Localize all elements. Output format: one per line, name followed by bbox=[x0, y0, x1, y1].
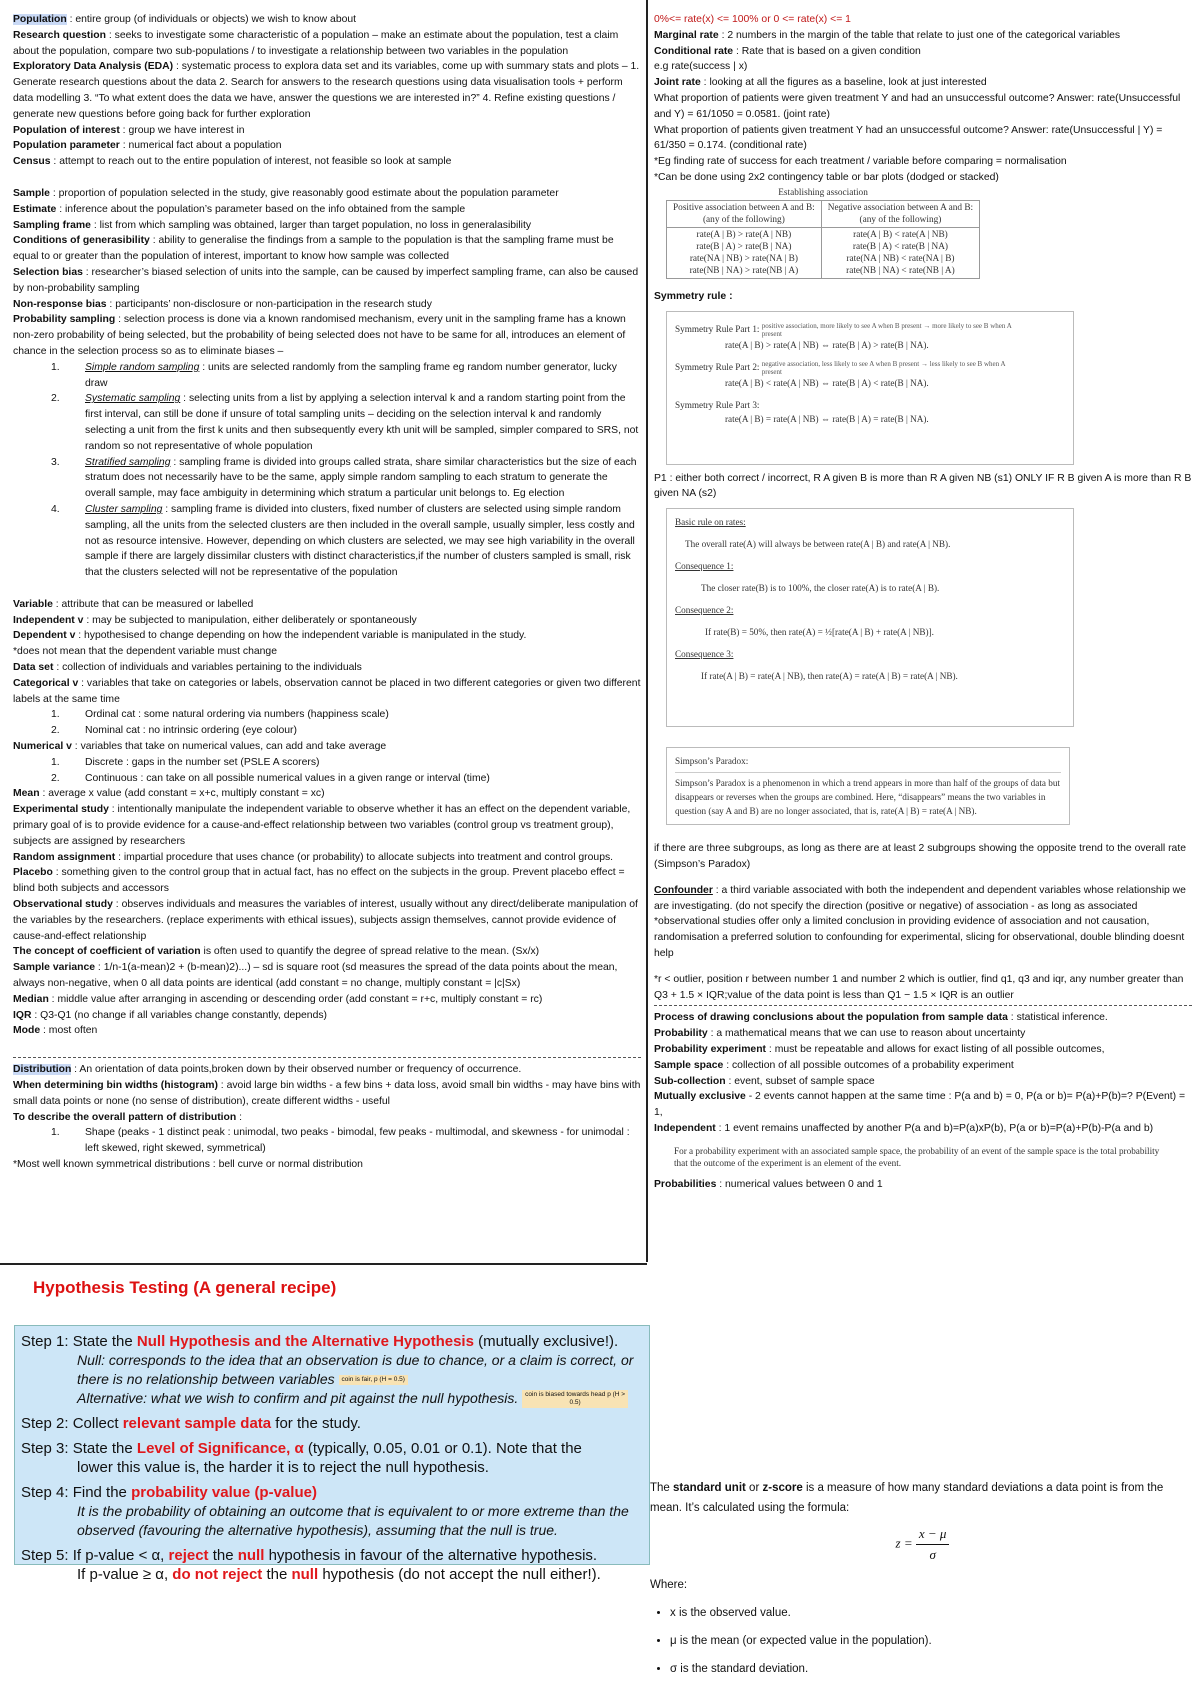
definition-item: Probability sampling : selection process is done via a known randomised mechanism, every unit in the sampling frame has a known non-zero probability of being selected, but the probability of being selected does not have to be same for all, introduces an element of chance in the selection process so as to eliminate biases – bbox=[13, 314, 626, 357]
probabilities-definition: Probabilities : numerical values between 0 and 1 bbox=[654, 1178, 883, 1190]
definition-item: Mean : average x value (add constant = x+c, multiply constant = xc) bbox=[13, 788, 325, 800]
alternative-example-tag: coin is biased towards head p (H > 0.5) bbox=[522, 1390, 628, 1408]
definition-item: The concept of coefficient of variation is often used to quantify the degree of spread relative to the mean. (Sx/x) bbox=[13, 946, 540, 958]
definition-item: Non-response bias : participants’ non-disclosure or non-participation in the research study bbox=[13, 298, 432, 310]
definition-item: Census : attempt to reach out to the entire population of interest, not feasible so look at sample bbox=[13, 156, 452, 168]
definition-item: Observational study : observes individuals and measures the variables of interest, usually without any direct/deliberate manipulation of the variables by the researchers. (replace experiments with ethical issues), subjects assign themselves, cannot provide evidence of cause-and-effect relationship bbox=[13, 899, 638, 942]
list-item: 1. Simple random sampling : units are selected randomly from the sampling frame eg random number generator, lucky draw bbox=[51, 361, 617, 389]
list-item: 1. Shape (peaks - 1 distinct peak : unimodal, two peaks - bimodal, few peaks - multimodal, and skewness - for unimodal : left skewed, right skewed, symmetrical) bbox=[51, 1127, 630, 1155]
definition-item: Population : entire group (of individuals or objects) we wish to know about bbox=[13, 14, 357, 25]
definition-item: Independent : 1 event remains unaffected by another P(a and b)=P(a)xP(b), P(a or b)=P(a)+P(b)-P(a and b) bbox=[654, 1122, 1154, 1134]
negative-association-conditions: rate(A | B) < rate(A | NB) rate(B | A) < rate(B | NA) rate(NA | NB) < rate(NA | B) rate(NB | NA) < rate(NB | A) bbox=[821, 227, 979, 278]
intro-definitions bbox=[13, 12, 641, 170]
positive-association-header: Positive association between A and B: (any of the following) bbox=[667, 200, 822, 227]
definition-item: Research question : seeks to investigate some characteristic of a population – make an estimate about the population, test a claim about the population, compare two sub-populations / to investigate a relationship between two variables in the population bbox=[13, 29, 619, 57]
list-item: 1. Ordinal cat : some natural ordering via numbers (happiness scale) bbox=[51, 709, 389, 721]
definition-item: Marginal rate : 2 numbers in the margin of the table that relate to just one of the categorical variables bbox=[654, 29, 1121, 41]
basic-rule-box: Basic rule on rates: The overall rate(A) will always be between rate(A | B) and rate(A | NB). Consequence 1: The closer rate(B) is to 100%, the closer rate(A) is to rate(A | B). Consequence 2: If rate(B) = 50%, then rate(A) = ½[rate(A | B) + rate(A | NB)]. Consequence 3: If rate(A | B) = rate(A | NB), then rate(A) = rate(A | B) = rate(A | NB). bbox=[666, 508, 1074, 727]
definition-item: Selection bias : researcher’s biased selection of units into the sample, can be caused by imperfect sampling frame, can also be caused by non-probability sampling bbox=[13, 266, 639, 294]
definition-item: Mutually exclusive - 2 events cannot happen at the same time : P(a and b) = 0, P(a or b)= P(a)+P(b)=? P(Event) = 1, bbox=[654, 1091, 1186, 1119]
definition-item: Sample variance : 1/n-1(a-mean)2 + (b-mean)2)...) – sd is square root (sd measures the spread of the data points about the mean, always non-negative, when 0 all data points are identical (add constant = no change, multiply constant = |c|Sx) bbox=[13, 962, 618, 990]
probability-definitions bbox=[654, 1010, 1192, 1136]
positive-association-conditions: rate(A | B) > rate(A | NB) rate(B | A) > rate(B | NA) rate(NA | NB) > rate(NA | B) rate(NB | NA) > rate(NB | A) bbox=[667, 227, 822, 278]
categorical-types-list bbox=[13, 707, 641, 739]
left-column bbox=[13, 12, 641, 1173]
null-hypothesis-text: Null: corresponds to the idea that an observation is due to chance, or a claim is correct, or there is no relationship between variables coin is fair, p (H = 0.5) bbox=[77, 1352, 634, 1387]
confounder-definition: Confounder : a third variable associated with both the independent and dependent variables whose relationship we are investigating. (do not specify the direction (positive or negative) of association - as long as associated bbox=[654, 884, 1186, 912]
list-item: 2. Nominal cat : no intrinsic ordering (eye colour) bbox=[51, 725, 297, 737]
definition-item: Process of drawing conclusions about the population from sample data : statistical inference. bbox=[654, 1012, 1108, 1024]
definition-item: Sample : proportion of population selected in the study, give reasonably good estimate about the population parameter bbox=[13, 187, 559, 199]
list-item: 3. Stratified sampling : sampling frame is divided into groups called strata, share similar characteristics but the size of each stratum does not necessarily have to be the same, apply simple random sampling to each stratum to generate the overall sample, may face ambiguity in determining which stratum a particular unit belongs to. Eg election bbox=[51, 456, 637, 500]
hypothesis-box bbox=[14, 1325, 650, 1584]
distribution-pattern-list bbox=[13, 1125, 641, 1157]
definition-item: Sample space : collection of all possible outcomes of a probability experiment bbox=[654, 1059, 1014, 1071]
definition-item: Median : middle value after arranging in ascending or descending order (add constant = r+c, multiply constant = rc) bbox=[13, 993, 543, 1005]
where-label: Where: bbox=[650, 1579, 688, 1591]
symmetry-part-3: Symmetry Rule Part 3: rate(A | B) = rate(A | NB) ⇔ rate(B | A) = rate(B | NA). bbox=[675, 399, 929, 424]
numerical-types-list bbox=[13, 755, 641, 787]
z-score-formula: z = $\frac{x - \mu}{\sigma}$ bbox=[650, 1524, 1195, 1565]
definition-item: IQR : Q3-Q1 (no change if all variables change constantly, depends) bbox=[13, 1009, 328, 1021]
bin-width-definition: When determining bin widths (histogram) : avoid large bin widths - a few bins + data loss, avoid small bin widths - may have bins with small data points or none (no sense of distribution), create different widths - useful bbox=[13, 1080, 641, 1107]
definition-item: Estimate : inference about the population’s parameter based on the info obtained from the sample bbox=[13, 203, 466, 215]
distribution-footnote: *Most well known symmetrical distributions : bell curve or normal distribution bbox=[13, 1158, 363, 1170]
definition-item: e.g rate(success | x) bbox=[654, 61, 748, 73]
definition-item: Exploratory Data Analysis (EDA) : systematic process to explora data set and its variables, come up with summary stats and plots – 1. Generate research questions about the data 2. Search for answers to the research questions using data visualisation tools + perform data modelling 3. “To what extent does the data we have, answer the questions we are interested in?” 4. Refine existing questions / generate new questions before going back for further exploration bbox=[13, 61, 640, 120]
association-table-title: Establishing association bbox=[778, 187, 868, 198]
definition-item: Probability experiment : must be repeatable and allows for exact listing of all possible outcomes, bbox=[654, 1043, 1105, 1055]
definition-item: Population of interest : group we have interest in bbox=[13, 124, 245, 136]
list-item: 1. Discrete : gaps in the number set (PSLE A scorers) bbox=[51, 756, 320, 768]
step-1: Step 1: State the Null Hypothesis and the Alternative Hypothesis (mutually exclusive!). Null: corresponds to the idea that an observation is due to chance, or a claim is correct, or there is no relationship between variables coin is fair, p (H = 0.5) Alternative: what we wish to confirm and pit against the null hypothesis. coin is biased towards head p (H > 0.5) bbox=[21, 1332, 643, 1408]
negative-association-header: Negative association between A and B: (any of the following) bbox=[821, 200, 979, 227]
sampling-definitions bbox=[13, 186, 641, 360]
definition-item: Experimental study : intentionally manipulate the independent variable to observe whether it has an effect on the dependent variable, primary goal of is to provide evidence for a cause-and-effect relationship between two variables (control group vs treatment group), subjects are assigned by researchers bbox=[13, 804, 631, 847]
definition-item: What proportion of patients were given treatment Y and had an unsuccessful outcome? Answer: rate(Unsuccessful and Y) = 61/1050 = 0.0581. (joint rate) bbox=[654, 92, 1181, 120]
distribution-definition: Distribution : An orientation of data points,broken down by their observed number or frequency of occurrence. bbox=[13, 1064, 522, 1076]
definition-item: *Can be done using 2x2 contingency table or bar plots (dodged or stacked) bbox=[654, 171, 999, 183]
definition-item: What proportion of patients given treatment Y had an unsuccessful outcome? Answer: rate(Unsuccessful | Y) = 61/350 = 0.174. (conditional rate) bbox=[654, 124, 1163, 152]
definition-item: Placebo : something given to the control group that in actual fact, has no effect on the subjects in the group. Prevent placebo effect = blind both subjects and accessors bbox=[13, 867, 625, 895]
definition-item: Joint rate : looking at all the figures as a baseline, look at just interested bbox=[654, 77, 987, 89]
probability-quote: For a probability experiment with an associated sample space, the probability of an event of the sample space is the total probability that the outcome of the experiment is an element of the event. bbox=[674, 1145, 1160, 1168]
p1-note: P1 : either both correct / incorrect, R A given B is more than R A given NB (s1) ONLY IF R B given A is more than R B given NA (s2) bbox=[654, 472, 1192, 500]
definition-item: *does not mean that the dependent variable must change bbox=[13, 646, 277, 658]
symmetry-part-2: Symmetry Rule Part 2: negative association, less likely to see A when B present → less likely to see B when A present rate(A | B) < rate(A | NB) ⇔ rate(B | A) < rate(B | NA). bbox=[675, 359, 1006, 388]
dashed-separator bbox=[13, 1057, 641, 1058]
dashed-separator bbox=[654, 1005, 1192, 1006]
z-score-legend bbox=[650, 1603, 1195, 1679]
z-score-section bbox=[650, 1478, 1195, 1687]
definition-item: Probability : a mathematical means that we can use to reason about uncertainty bbox=[654, 1028, 1026, 1040]
definition-item: Population parameter : numerical fact about a population bbox=[13, 140, 282, 152]
symmetry-rule-heading: Symmetry rule : bbox=[654, 290, 733, 302]
step-2: Step 2: Collect relevant sample data for the study. bbox=[21, 1415, 361, 1433]
null-example-tag: coin is fair, p (H = 0.5) bbox=[339, 1375, 408, 1385]
definition-item: Conditional rate : Rate that is based on a given condition bbox=[654, 45, 921, 57]
outlier-note: *r < outlier, position r between number 1 and number 2 which is outlier, find q1, q3 and iqr, any number greater than Q3 + 1.5 × IQR;value of the data point is less than Q1 − 1.5 × IQR is an outlier bbox=[654, 973, 1184, 1001]
definition-item: Mode : most often bbox=[13, 1025, 98, 1037]
definition-item: Sampling frame : list from which sampling was obtained, larger than target population, no loss in generalasibility bbox=[13, 219, 532, 231]
simpsons-note: if there are three subgroups, as long as there are at least 2 subgroups showing the opposite trend to the overall rate (Simpson’s Paradox) bbox=[654, 843, 1186, 870]
symmetry-rule-box bbox=[666, 311, 1074, 465]
variable-definitions bbox=[13, 597, 641, 708]
list-item: 4. Cluster sampling : sampling frame is divided into clusters, fixed number of clusters are selected using simple random sampling, all the units from the selected clusters are then included in the overall sample, usually simpler, less costly and not as resource intensive. However, depending on which clusters are selected, we may see high variability in the overall sample if there are largely dissimilar clusters with distinct characteristics,if the number of clusters sampled is small, risk that the clusters selected will not be representative of the population bbox=[51, 503, 635, 579]
symmetry-part-1: Symmetry Rule Part 1: positive association, more likely to see A when B present → more likely to see B when A present rate(A | B) > rate(A | NB) ⇔ rate(B | A) > rate(B | NA). bbox=[675, 321, 1012, 350]
confounder-note: *observational studies offer only a limited conclusion in providing evidence of association and not causation, randomisation a preferred solution to confounding for experimental, slicing for observational, double blinding doesnt help bbox=[654, 916, 1185, 959]
numerical-definition: Numerical v : variables that take on numerical values, can add and take average bbox=[13, 741, 387, 753]
definition-item: Variable : attribute that can be measured or labelled bbox=[13, 598, 254, 610]
step-5: Step 5: If p-value < α, reject the null hypothesis in favour of the alternative hypothesis. If p-value ≥ α, do not reject the null hypothesis (do not accept the null either!). bbox=[21, 1547, 601, 1584]
association-table bbox=[666, 186, 980, 279]
rate-definitions bbox=[654, 28, 1192, 186]
legend-x: • x is the observed value. bbox=[670, 1603, 1195, 1623]
definition-item: Data set : collection of individuals and variables pertaining to the individuals bbox=[13, 662, 362, 674]
step-4: Step 4: Find the probability value (p-value) It is the probability of obtaining an outcome that is equivalent to or more extreme than the observed (favouring the alternative hypothesis), assuming that the null is true. bbox=[21, 1484, 629, 1539]
definition-item: Dependent v : hypothesised to change depending on how the independent variable is manipulated in the study. bbox=[13, 630, 527, 642]
definition-item: Random assignment : impartial procedure that uses chance (or probability) to allocate subjects into treatment and control groups. bbox=[13, 851, 614, 863]
list-item: 2. Systematic sampling : selecting units from a list by applying a selection interval k and a random starting point from the first interval, can still be done if unsure of total sampling units – deciding on the selection interval k and randomly selecting a unit from the first k units and then subsequently every kth unit will be sampled, simpler compared to SRS, not random so not representative of whole population bbox=[51, 393, 639, 452]
definition-item: Categorical v : variables that take on categories or labels, observation cannot be placed in two different categories or given two different labels at the same time bbox=[13, 677, 641, 705]
definition-item: Independent v : may be subjected to manipulation, either deliberately or spontaneously bbox=[13, 614, 417, 626]
definition-item: *Eg finding rate of success for each treatment / variable before comparing = normalisation bbox=[654, 156, 1067, 168]
section-divider bbox=[0, 1263, 647, 1265]
statistics-definitions bbox=[13, 786, 641, 1039]
definition-item: Conditions of generasibility : ability to generalise the findings from a sample to the population is that the sampling frame must be equal to or greater than the population of interest, important to know how sample was collected bbox=[13, 235, 614, 263]
legend-sigma: • σ is the standard deviation. bbox=[670, 1659, 1195, 1679]
list-item: 2. Continuous : can take on all possible numerical values in a given range or interval (time) bbox=[51, 772, 490, 784]
z-score-intro: The standard unit or z-score is a measure of how many standard deviations a data point is from the mean. It’s calculated using the formula: bbox=[650, 1482, 1164, 1514]
right-column bbox=[654, 12, 1192, 1193]
column-divider bbox=[646, 0, 648, 1262]
rate-range: 0%<= rate(x) <= 100% or 0 <= rate(x) <= 1 bbox=[654, 14, 851, 25]
definition-item: Sub-collection : event, subset of sample space bbox=[654, 1075, 875, 1087]
step-3: Step 3: State the Level of Significance, α (typically, 0.05, 0.01 or 0.1). Note that the lower this value is, the harder it is to reject the null hypothesis. bbox=[21, 1440, 582, 1477]
hypothesis-title: Hypothesis Testing (A general recipe) bbox=[33, 1278, 337, 1297]
alternative-hypothesis-text: Alternative: what we wish to confirm and pit against the null hypothesis. coin is biased towards head p (H > 0.5) bbox=[21, 1389, 643, 1408]
sampling-methods-list bbox=[13, 360, 641, 581]
simpsons-paradox-box: Simpson’s Paradox: Simpson’s Paradox is a phenomenon in which a trend appears in more than half of the groups of data but disappears or reverses when the groups are combined. Here, “disappears” means the two variables in question (say A and B) are no longer associated, that is, rate(A | B) = rate(A | NB). bbox=[666, 747, 1070, 825]
legend-mu: • μ is the mean (or expected value in the population). bbox=[670, 1631, 1195, 1651]
overall-pattern-definition: To describe the overall pattern of distribution : bbox=[13, 1111, 243, 1123]
